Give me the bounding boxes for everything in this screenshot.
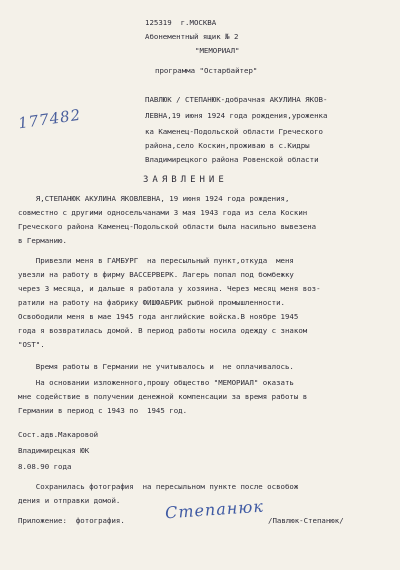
document-title: ЗАЯВЛЕНИЕ <box>143 175 228 185</box>
composed-by-line: Владимирецкая ЮК <box>18 446 90 455</box>
photo-note-line: дения и отправки домой. <box>18 496 121 505</box>
applicant-line: ПАВЛЮК / СТЕПАНЮК-добрачная АКУЛИНА ЯКОВ- <box>145 95 328 104</box>
applicant-line: ЛЕВНА,19 июня 1924 года рождения,уроженка <box>145 111 328 120</box>
body-line: увезли на работу в фирму ВАССЕРВЕРК. Лагерь попал под бомбежку <box>18 270 294 279</box>
body-line: Привезли меня в ГАМБУРГ на пересыльный пункт,откуда меня <box>18 256 294 265</box>
applicant-line: Владимирецкого района Ровенской области <box>145 155 319 164</box>
handwritten-registration-number: 177482 <box>17 105 83 133</box>
body-line: Время работы в Германии не учитывалось и не оплачивалось. <box>18 362 294 371</box>
composed-by-line: Сост.адв.Макаровой <box>18 430 99 439</box>
body-line: совместно с другими односельчанами 3 мая 1943 года из села Коскин <box>18 208 308 217</box>
signatory-name: /Павлюк-Степанюк/ <box>268 516 344 525</box>
applicant-line: ка Каменец-Подольской области Греческого <box>145 127 323 136</box>
box-line: Абонементный ящик № 2 <box>145 32 239 41</box>
body-line: Освободили меня в мае 1945 года английские войска.В ноябре 1945 <box>18 312 299 321</box>
photo-note-line: Сохранилась фотография на пересыльном пункте после освобож <box>18 482 299 491</box>
body-line: ратили на работу на фабрику ФИШФАБРИК рыбной промышленности. <box>18 298 285 307</box>
body-line: Германии в период с 1943 по 1945 год. <box>18 406 188 415</box>
organization-line: "МЕМОРИАЛ" <box>195 46 240 55</box>
handwritten-signature: Степанюк <box>164 496 265 523</box>
body-line: через 3 месяца, и дальше я работала у хозяина. Через месяц меня воз- <box>18 284 321 293</box>
body-line: года я возвратилась домой. В период работы носила одежду с знаком <box>18 326 308 335</box>
address-line: 125319 г.МОСКВА <box>145 18 217 27</box>
body-line: мне содействие в получении денежной компенсации за время работы в <box>18 392 308 401</box>
applicant-line: района,село Коскин,проживаю в с.Кидры <box>145 141 310 150</box>
body-line: Я,СТЕПАНЮК АКУЛИНА ЯКОВЛЕВНА, 19 июня 1924 года рождения, <box>18 194 290 203</box>
body-line: в Германию. <box>18 236 67 245</box>
attachment-label: Приложение: фотография. <box>18 516 125 525</box>
body-line: "OST". <box>18 340 45 349</box>
body-line: На основании изложенного,прошу общество "МЕМОРИАЛ" оказать <box>18 378 294 387</box>
composed-by-date: 8.08.90 года <box>18 462 72 471</box>
body-line: Греческого района Каменец-Подольской области была насильно вывезена <box>18 222 317 231</box>
program-line: программа "Остарбайтер" <box>155 66 258 75</box>
